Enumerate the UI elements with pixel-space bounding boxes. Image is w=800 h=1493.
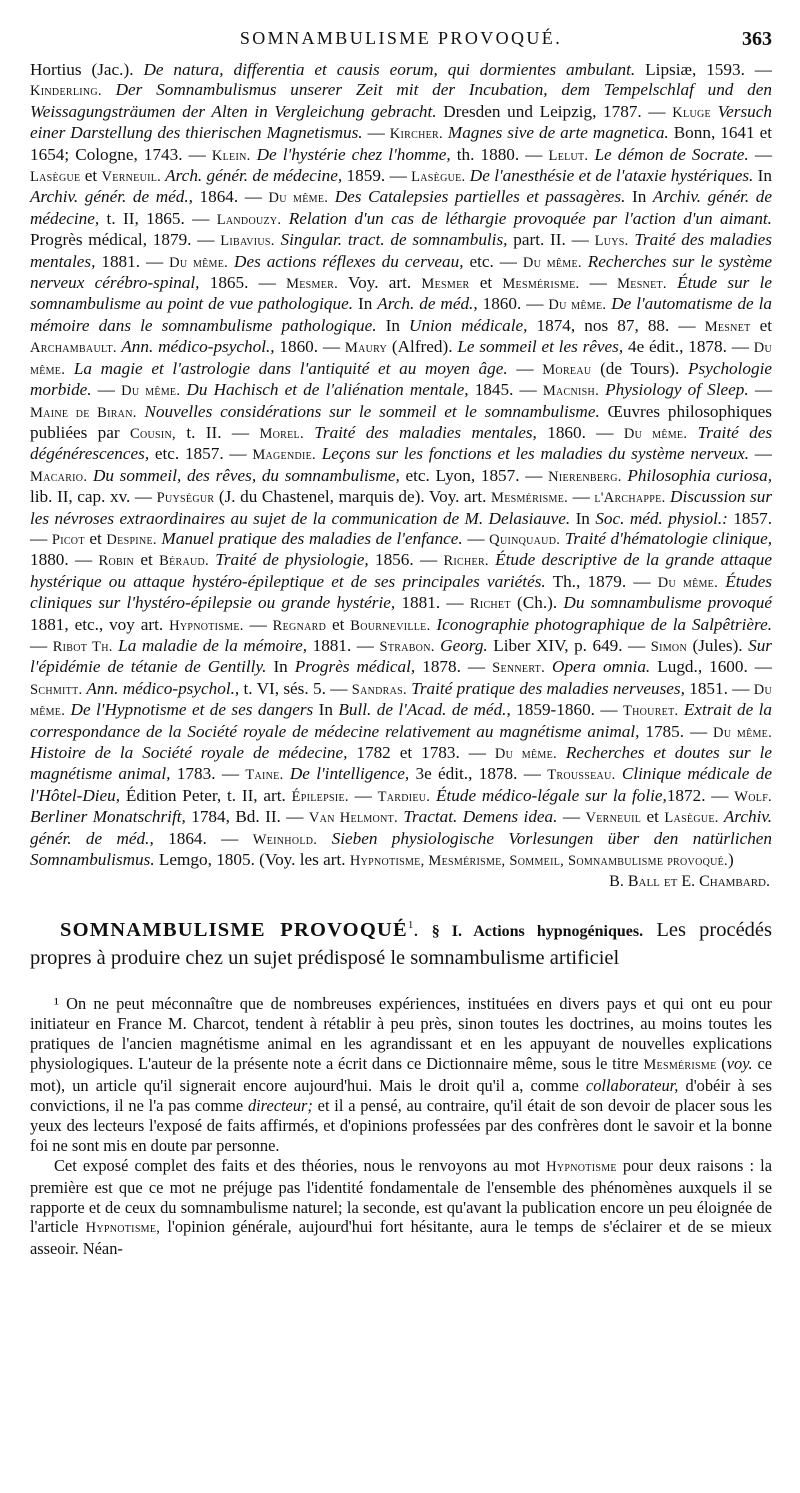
section-label: § I. Actions hypnogéniques. — [431, 923, 644, 941]
title-dot: . — [413, 919, 419, 942]
work-title: Extrait de la correspondance de la Société royale de médecine relativement au magnétisme animal, — [30, 700, 773, 741]
citation-text: 1857. — — [30, 508, 772, 548]
author-name: Lelut. — [548, 147, 589, 164]
work-title: voy. — [726, 1054, 753, 1074]
citation-text: 1872. — — [666, 785, 735, 805]
citation-text: part. II. — — [507, 230, 595, 250]
citation-text: etc. 1857. — — [149, 444, 253, 464]
citation-text: t. VI, sés. 5. — — [239, 678, 352, 698]
work-title: La magie et l'astrologie dans l'antiquité et au moyen âge. — [65, 358, 508, 378]
work-title: Relation d'un cas de léthargie provoquée par l'action d'un aimant. — [281, 208, 772, 228]
citation-text: 1864. — — [153, 828, 253, 848]
citation-text: 1865. — — [199, 273, 287, 293]
author-name: Trousseau. — [547, 767, 616, 784]
citation-text: (J. du Chastenel, marquis de). Voy. art. — [214, 487, 491, 507]
citation-text: — — [348, 785, 378, 805]
citation-text: et — [750, 315, 773, 335]
work-title: Progrès médical, — [294, 657, 416, 677]
work-title: Études cliniques sur l'hystéro-épilepsie ou grande hystérie, — [30, 571, 772, 613]
work-title: Étude sur le somnambulisme au point de vue pathologique. — [30, 273, 773, 314]
page-number: 363 — [742, 28, 772, 50]
citation-text: et il a pensé, au contraire, qu'il était de son devoir de placer sous les yeux des lecteurs l'exposé de faits affirmés, et d'opinions professées par des confrères dont le savoir et la bonne foi ne sont mis en doute par personne. — [30, 1095, 772, 1155]
citation-text: — — [748, 380, 773, 400]
author-name: Du même. — [268, 190, 329, 207]
citation-text: l'opinion générale, aujourd'hui fort hésitante, aura le temps de s'éclairer et de se mieux asseoir. Néan- — [30, 1217, 772, 1259]
citation-text: — — [91, 380, 122, 400]
author-name: Verneuil. — [101, 169, 162, 186]
citation-text: 4e édit., 1878. — — [623, 337, 754, 357]
author-name: Quinquaud. — [489, 531, 561, 548]
author-name: Mesmer — [421, 276, 470, 293]
author-name: Puységur — [156, 490, 215, 507]
citation-text: 1859-1860. — — [510, 700, 623, 720]
author-name: Hypnotisme, Mesmérisme, Sommeil, Somnambulisme provoqué. — [349, 853, 728, 870]
author-name: Sandras. — [351, 681, 407, 698]
citation-text: 1783. — — [170, 764, 246, 784]
author-name: Luys. — [594, 233, 629, 250]
work-title: Manuel pratique des maladies de l'enfance. — [156, 528, 463, 548]
citation-text: In — [376, 315, 410, 335]
citation-text: t. II, 1865. — — [99, 208, 217, 228]
citation-text: ce mot), un article qu'il signerait encore aujourd'hui. Mais le droit qu'il a, comme — [30, 1054, 772, 1096]
citation-text: 1782 et 1783. — — [347, 743, 495, 762]
citation-text: Th., 1879. — — [545, 571, 658, 591]
citation-text: Progrès médical, 1879. — — [30, 230, 221, 250]
author-name: Libavius. — [220, 233, 275, 250]
citation-text: 1881. — — [95, 251, 170, 271]
citation-text: — — [579, 273, 618, 293]
citation-text: Bonn, 1641 et 1654; Cologne, 1743. — — [30, 123, 772, 164]
citation-text: In — [570, 508, 596, 528]
citation-text: et — [84, 528, 107, 548]
footnote — [30, 994, 772, 1259]
work-title: Le démon de Socrate. — [588, 144, 749, 164]
citation-text: et — [134, 550, 160, 570]
citation-text: 1860. — — [274, 337, 345, 357]
author-name: Thouret. — [622, 703, 679, 720]
article-text: Les procédés propres à produire chez un sujet prédisposé le somnambulisme artificiel — [30, 919, 772, 970]
work-title: Der Somnambulismus unserer Zeit mit der Incubation, dem Tempelschlaf und den Weissagungsträumen der Alten in Vergleichung gebracht. — [30, 80, 772, 121]
author-name: Morel. — [259, 425, 304, 442]
author-name: Bourneville. — [350, 617, 431, 634]
citation-text: 1851. — — [684, 678, 754, 698]
work-title: Physiology of Sleep. — [599, 380, 749, 400]
citation-text: In — [753, 166, 772, 186]
citation-text: — — [30, 635, 53, 655]
citation-text: — — [568, 487, 595, 507]
author-name: Tardieu. — [377, 788, 431, 805]
citation-text: et — [641, 807, 665, 827]
citation-text: 1881, etc., voy art. — [30, 614, 170, 634]
citation-text: Cet exposé complet des faits et des théories, nous le renvoyons au mot — [54, 1155, 547, 1175]
citation-text: — — [462, 528, 490, 548]
author-name: Mesmer. — [286, 276, 339, 293]
citation-text: Œuvres philosophiques publiées par — [30, 401, 772, 442]
author-name: Weinhold. — [252, 831, 318, 848]
work-title: Du sommeil, des rêves, du somnambulisme, — [87, 465, 400, 485]
citation-text: Lugd., 1600. — — [650, 657, 772, 677]
citation-text: 1881. — — [307, 635, 380, 655]
work-title: Traité pratique des maladies nerveuses, — [406, 678, 685, 698]
author-name: Hypnotisme — [546, 1158, 617, 1175]
author-name: Verneuil — [585, 810, 642, 827]
article-opening — [30, 917, 772, 972]
author-name: Du même. — [121, 383, 181, 400]
work-title: Archiv. génér. de médecine, — [30, 187, 772, 228]
work-title: Arch. de méd., — [377, 294, 478, 314]
author-name: Lasègue. — [411, 169, 466, 186]
work-title: Étude descriptive de la grande attaque hystérique ou attaque hystéro-épileptique et de ses principales variétés. — [30, 550, 772, 591]
signature: B. Ball et E. Chambard. — [609, 873, 770, 891]
citation-text: et — [469, 273, 503, 293]
author-name: Regnard — [272, 617, 327, 634]
author-name: Despine. — [106, 531, 157, 548]
author-name: Kinderling. — [30, 83, 102, 100]
author-name: Robin — [98, 553, 135, 570]
author-name: Mesmérisme. — [502, 276, 580, 293]
author-name: Maine de Biran. — [30, 404, 137, 421]
citation-text: 1878. — — [415, 657, 493, 677]
citation-text: etc. Lyon, 1857. — — [399, 465, 549, 485]
work-title: Arch. génér. de médecine, — [161, 166, 343, 186]
work-title: De natura, differentia et causis eorum, qui dormientes ambulant. — [143, 60, 636, 79]
work-title: Union médicale, — [409, 315, 528, 335]
work-title: Archiv. génér. de méd., — [30, 807, 773, 848]
work-title: La maladie de la mémoire, — [112, 635, 308, 655]
work-title: Traité de physiologie, — [208, 550, 369, 570]
author-name: Landouzy. — [216, 211, 282, 228]
footnote-mark: 1 — [407, 919, 414, 932]
work-title: De l'intelligence, — [283, 764, 410, 784]
author-name: Kircher. — [389, 126, 443, 143]
citation-text: 1784, Bd. II. — — [185, 807, 309, 827]
citation-text: Dresden und Leipzig, 1787. — — [436, 101, 673, 121]
work-title: Berliner Monatschrift, — [30, 807, 186, 827]
author-name: Du même. — [548, 297, 607, 314]
work-title: Discussion sur les névroses extraordinaires au sujet de la communication de M. Delasiauve. — [30, 487, 773, 528]
author-name: Moreau — [542, 361, 592, 378]
citation-text: etc. — — [463, 251, 523, 271]
author-name: Maury — [344, 340, 388, 357]
work-title: Ann. médico-psychol., — [82, 678, 240, 698]
work-title: Des actions réflexes du cerveau, — [228, 251, 464, 271]
work-title: Le sommeil et les rêves, — [457, 337, 624, 357]
citation-text: Lipsiæ, 1593. — — [635, 60, 772, 79]
author-name: Du même. — [657, 574, 719, 591]
author-name: Mesmérisme. — [491, 490, 569, 507]
work-title: Traité d'hématologie clinique, — [560, 528, 773, 548]
work-title: Psychologie morbide. — [30, 358, 772, 400]
citation-text: t. II. — — [175, 422, 260, 442]
author-name: Du même. — [522, 254, 582, 271]
author-name: Lasègue — [30, 169, 81, 186]
citation-text: 1845. — — [468, 380, 543, 400]
author-name: Nierenberg. — [548, 468, 622, 485]
author-name: Macario. — [30, 468, 88, 485]
author-name: l'Archappe. — [594, 490, 666, 507]
author-name: Richer. — [443, 553, 489, 570]
citation-text: — — [507, 358, 543, 378]
author-name: Macnish. — [542, 383, 599, 400]
citation-text: In — [266, 657, 295, 677]
citation-text: 1860. — — [477, 294, 549, 314]
citation-text: 1874, nos 87, 88. — — [527, 315, 705, 335]
author-name: Strabon. — [379, 638, 435, 655]
citation-text: 1785. — — [639, 721, 714, 741]
work-title: Tractat. Demens idea. — [397, 807, 558, 827]
author-name: Du même. — [169, 254, 229, 271]
author-name: Cousin, — [129, 425, 176, 442]
citation-text: 3e édit., 1878. — — [409, 764, 548, 784]
author-name: Van Helmont. — [308, 810, 398, 827]
work-title: Recherches et doutes sur le magnétisme animal, — [30, 743, 772, 784]
work-title: Étude médico-légale sur la folie, — [430, 785, 667, 805]
citation-text: Voy. art. — [338, 273, 422, 293]
citation-text: — — [243, 614, 273, 634]
citation-text: — — [749, 444, 772, 464]
author-name: Ribot Th. — [52, 638, 113, 655]
work-title: Traité des maladies mentales, — [303, 422, 537, 442]
citation-text: (de Tours). — [591, 358, 688, 378]
citation-text: 1859. — — [342, 166, 412, 186]
author-name: Schmitt. — [30, 681, 83, 698]
author-name: Wolf. — [734, 788, 772, 805]
running-title: SOMNAMBULISME PROVOQUÉ. — [239, 28, 563, 48]
citation-text: th. 1880. — — [450, 144, 549, 164]
author-name: Du même. — [623, 425, 688, 442]
work-title: Opera omnia. — [545, 657, 651, 677]
work-title: Archiv. génér. de méd., — [30, 187, 193, 207]
author-name: Épilepsie. — [291, 788, 349, 805]
citation-text: et — [80, 166, 102, 186]
citation-text: pour deux raisons : la première est que ce mot ne préjuge pas l'identité fondamentale de l'ensemble des phénomènes auxquels il se rapporte et de ceux du somnambulisme naturel; la seconde, est qu'avant la publication encore un peu éloignée de l'article — [30, 1155, 772, 1237]
work-title: Soc. méd. physiol.: — [595, 508, 728, 528]
work-title: Recherches sur le système nerveux cérébro-spinal, — [30, 251, 773, 293]
work-title: Histoire de la Société royale de médecine, — [30, 743, 348, 762]
author-name: Lasègue. — [664, 810, 719, 827]
citation-text: 1864. — — [192, 187, 269, 207]
article-title: SOMNAMBULISME PROVOQUÉ — [60, 919, 408, 942]
work-title: De l'automatisme de la mémoire dans le somnambulisme pathologique. — [30, 294, 772, 335]
author-name: Hypnotisme. — [169, 617, 244, 634]
citation-text: 1881. — — [395, 593, 470, 613]
work-title: Bull. de l'Acad. de méd., — [338, 700, 511, 720]
citation-text: Hortius (Jac.). — [30, 60, 144, 79]
author-name: Hypnotisme, — [85, 1220, 161, 1237]
author-name: Klein. — [211, 147, 251, 164]
citation-text: — — [748, 144, 772, 164]
work-title: Magnes sive de arte magnetica. — [442, 123, 669, 143]
work-title: De l'Hypnotisme et de ses dangers — [65, 700, 314, 720]
work-title: Sieben physiologische Vorlesungen über den natürlichen Somnambulismus. — [30, 828, 773, 870]
work-title: directeur; — [247, 1095, 313, 1115]
citation-text: (Ch.). — [510, 593, 564, 613]
footnote-paragraph — [30, 1156, 772, 1260]
author-name: Picot — [51, 531, 85, 548]
work-title: Nouvelles considérations sur le sommeil et le somnambulisme. — [136, 401, 600, 421]
author-name: Mesnet. — [617, 276, 667, 293]
citation-text: In — [353, 294, 378, 314]
author-name: Du même. — [713, 724, 773, 741]
author-name: Du même. — [30, 681, 773, 720]
work-title: Traité des maladies mentales, — [30, 230, 772, 271]
bibliography — [30, 60, 772, 871]
work-title: Traité des dégénérescences, — [30, 422, 773, 464]
work-title: Philosophia curiosa, — [621, 465, 772, 485]
work-title: De l'hystérie chez l'homme, — [250, 144, 451, 164]
work-title: Iconographie photographique de la Salpêtrière. — [430, 614, 772, 634]
citation-text: 1880. — — [30, 550, 99, 570]
citation-text: — — [557, 807, 586, 827]
footnote-paragraph — [30, 994, 772, 1155]
running-head — [30, 24, 772, 60]
author-name: Kluge — [672, 104, 711, 121]
author-name: Magendie. — [252, 447, 316, 464]
author-name: Mesnet — [704, 318, 751, 335]
citation-text: In — [313, 700, 339, 720]
citation-text: ) — [727, 850, 734, 870]
work-title: Clinique médicale de l'Hôtel-Dieu, — [30, 764, 772, 805]
author-name: Mesmérisme — [643, 1057, 717, 1074]
citation-text: ( — [716, 1054, 727, 1074]
page — [30, 24, 772, 1259]
citation-text: (Jules). — [686, 635, 749, 655]
work-title: Ann. médico-psychol., — [116, 337, 275, 357]
work-title: Des Catalepsies partielles et passagères. — [328, 187, 626, 207]
citation-text: 1856. — — [368, 550, 444, 570]
work-title: Du somnambulisme provoqué — [563, 593, 772, 613]
author-name: Richet — [469, 596, 511, 613]
citation-text: 1860. — — [536, 422, 624, 442]
work-title: Georg. — [434, 635, 488, 655]
citation-text: lib. II, cap. xv. — — [30, 487, 157, 507]
work-title: Versuch einer Darstellung des thierischen Magnetismus. — [30, 101, 772, 143]
citation-text: In — [625, 187, 653, 207]
citation-text: Édition Peter, t. II, art. — [120, 785, 292, 805]
author-name: Simon — [650, 638, 687, 655]
work-title: Sur l'épidémie de tétanie de Gentilly. — [30, 635, 772, 677]
work-title: De l'anesthésie et de l'ataxie hystériques. — [465, 166, 754, 186]
work-title: Du Hachisch et de l'aliénation mentale, — [180, 380, 469, 400]
author-name: Taine. — [245, 767, 284, 784]
citation-text: d'obéir à ses convictions, il ne l'a pas comme — [30, 1076, 772, 1115]
author-name: Sennert. — [492, 660, 546, 677]
citation-text: (Alfred). — [387, 337, 458, 357]
author-name: Du même. — [30, 340, 773, 378]
citation-text: ¹ On ne peut méconnaître que de nombreuses expériences, instituées en divers pays et qui ont eu pour initiateur en France M. Charcot, tendent à rétablir à peu près, sinon toutes les doctrines, au moins toutes les pratiques de l'ancien magnétisme animal en les agrandissant et en les appuyant de nouvelles explications physiologiques. L'auteur de la présente note a écrit dans ce Dictionnaire même, sous le titre — [30, 994, 772, 1074]
citation-text: Lemgo, 1805. (Voy. les art. — [154, 850, 350, 870]
citation-text: — — [362, 123, 390, 143]
author-name: Du même. — [494, 746, 557, 762]
work-title: collaborateur, — [585, 1076, 679, 1096]
citation-text: et — [326, 614, 351, 634]
author-name: Béraud. — [159, 553, 209, 570]
work-title: Leçons sur les fonctions et les maladies du système nerveux. — [315, 444, 750, 464]
work-title: Singular. tract. de somnambulis, — [274, 230, 508, 250]
citation-text: Liber XIV, p. 649. — — [487, 635, 651, 655]
author-name: Archambault. — [30, 340, 117, 357]
